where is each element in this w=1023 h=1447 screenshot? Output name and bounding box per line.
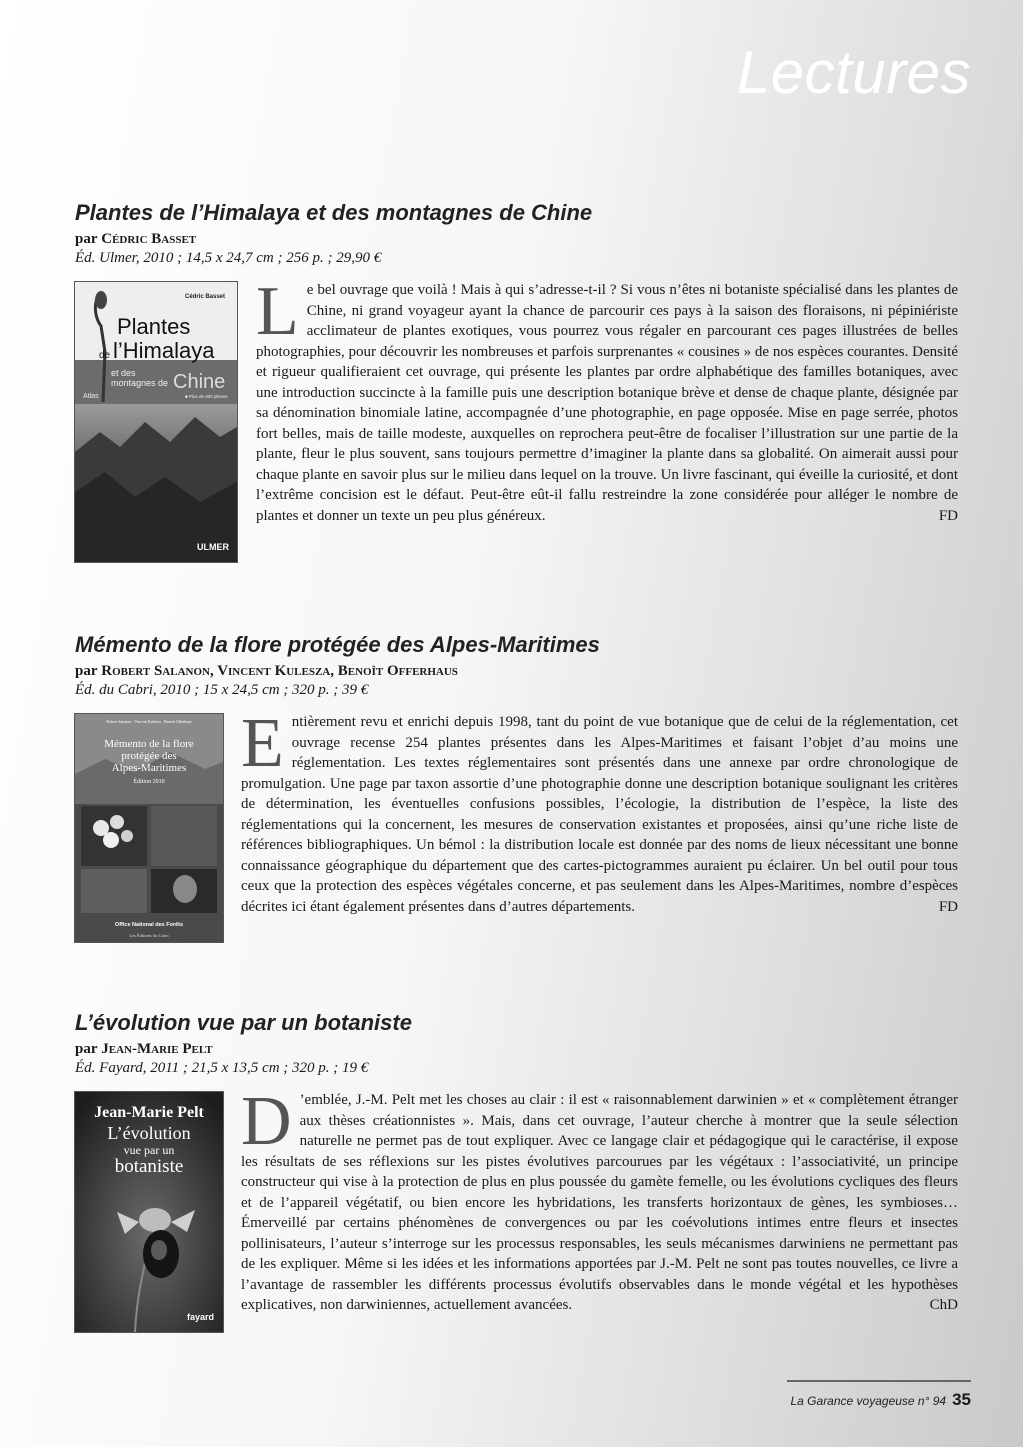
cover-office: Office National des Forêts [114, 922, 184, 928]
review-title: L’évolution vue par un botaniste [75, 1010, 412, 1035]
magazine-name: La Garance voyageuse n° 94 [790, 1394, 947, 1408]
cover-title-line1: Mémento de la flore [104, 738, 194, 750]
cover-title-line2: protégée des [121, 750, 177, 762]
cover-publisher: Les Éditions du Cabri [129, 933, 169, 938]
review-signature: ChD [929, 1297, 958, 1313]
review-memento [75, 632, 958, 938]
cover-title-line3: botaniste [114, 1156, 184, 1177]
review-byline [75, 230, 958, 249]
cover-subtitle-line2: montagnes de [111, 378, 169, 388]
cover-atlas: Atlas [83, 393, 99, 400]
review-signature: FD [938, 898, 958, 915]
review-body [241, 1083, 958, 1316]
review-byline [75, 1040, 958, 1059]
cover-title-line1: L’évolution [107, 1123, 191, 1143]
review-text: e bel ouvrage que voilà ! Mais à qui s’adresse-t-il ? Si vous n’êtes ni botaniste spécialisé dans les plantes de Chine, ni grand voyageur ayant la chance de parcourir ces pays à la saison des floraisons, ni pépiniériste acclimateur de plantes exotiques, vous pourrez vous régaler en parcourant ces pages illustrées de belles photographies, pour découvrir les nombreuses et parfois surprenantes « cousines » de nos espèces courantes. Densité et rigueur qualifieraient cet ouvrage, qui présente les plantes par ordre alphabétique des familles botaniques, avec une introduction succincte à la famille puis une description botanique brève et dense de chaque plante, désignée par sa dénomination binomiale latine, accompagnée d’une photographie, en page opposée. Mise en page serrée, photos fort belles, mais de taille modeste, auxquelles on reprochera peut-être de focaliser l’illustration sur une partie de la plante, fleur le plus souvent, sans toujours permettre d’imaginer la plante dans sa globalité. On aimerait aussi pour chaque plante en savoir plus sur le milieu dans lequel on la trouve. Un livre fascinant, qui éveille la curiosité, et dont l’extrême concision est le défaut. Peut-être eût-il fallu restreindre la zone considérée pour alléger le nombre de plantes et donner un texte un peu plus généreux. [256, 282, 958, 524]
byline-authors: Cédric Basset [101, 231, 197, 247]
review-text: ntièrement revu et enrichi depuis 1998, tant du point de vue botanique que de celui de la réglementation, cet ouvrage recense 254 plantes présentes dans les Alpes-Maritimes et faisant l’objet d’au moins une réglementation. Les textes réglementaires sont présentés dans une annexe par ordre chronologique de promulgation. Une page par taxon assortie d’une photographie donne une description botanique soulignant les critères de détermination, les éventuelles confusions possibles, l’écologie, la distribution de l’espèce, la liste des réglementations qui la concernent, les mesures de conservation existantes et proposées, ainsi qu’une riche liste de références bibliographiques. Un bémol : la distribution locale est donnée par des noms de lieux nécessitant une bonne connaissance géographique du département que des cartes-pictogrammes auraient pu éclairer. Un bel outil pour tous ceux que la protection des espèces végétales concerne, et pas seulement dans les Alpes-Maritimes, nombre d’espèces décrites ici étant également présentes dans d’autres départements. [241, 714, 958, 915]
cover-author: Jean-Marie Pelt [94, 1104, 204, 1121]
cover-edition: Édition 2010 [133, 779, 165, 785]
review-byline [75, 662, 958, 681]
byline-prefix: par [75, 1041, 98, 1057]
drop-cap: L [256, 273, 299, 350]
page-footer [787, 1380, 971, 1410]
review-text: ’emblée, J.-M. Pelt met les choses au clair : il est « raisonnablement darwinien » et « complètement étranger aux thèses créationnistes ». Mais, dans cet ouvrage, l’auteur cherche à montrer que la seule sélection naturelle ne permet pas de tout expliquer. Avec ce langage clair et pédagogique qui le caractérise, il expose les résultats de ses réflexions sur les pistes évolutives parcourues par les végétaux : l’associativité, un principe constructeur qui vise à la protection de plus en plus poussée du gamète femelle, ou les évolutions cycliques des fleurs et de l’appareil végétatif, ou bien encore les hybridations, les transferts horizontaux de gènes, les symbioses… Émerveillé par certains phénomènes de convergences ou par les coévolutions intimes entre fleurs et insectes pollinisateurs, l’auteur s’interroge sur les processus responsables, les seuls mécanismes darwiniens ne permettant pas de les expliquer. Même si les idées et les informations apportées par J.-M. Pelt ne sont pas toutes nouvelles, ce livre a l’avantage de rassembler les différents processus évolutifs observables dans le monde végétal et les hypothèses explicatives, non darwiniennes, actuellement avancées. [241, 1092, 958, 1313]
cover-title-line3: Alpes-Maritimes [111, 762, 187, 774]
review-title: Mémento de la flore protégée des Alpes-Maritimes [75, 632, 600, 657]
review-edition: Éd. du Cabri, 2010 ; 15 x 24,5 cm ; 320 p. ; 39 € [75, 682, 369, 698]
drop-cap: E [241, 705, 284, 782]
cover-subtitle-big: Chine [173, 371, 226, 393]
byline-prefix: par [75, 663, 98, 679]
cover-publisher: fayard [187, 1312, 215, 1322]
review-edition: Éd. Ulmer, 2010 ; 14,5 x 24,7 cm ; 256 p. ; 29,90 € [75, 250, 382, 266]
cover-subtitle-small: et des [111, 368, 136, 378]
section-title: Lectures [736, 39, 971, 106]
cover-title-line2: l’Himalaya [113, 338, 215, 363]
cover-authors: Robert Salanon · Vincent Kulesza · Benoît Offerhaus [106, 719, 192, 724]
drop-cap: D [241, 1083, 292, 1160]
review-title: Plantes de l’Himalaya et des montagnes de Chine [75, 200, 593, 225]
review-signature: FD [938, 507, 958, 524]
cover-title-de: de [99, 350, 111, 361]
review-body [256, 273, 958, 526]
byline-prefix: par [75, 231, 98, 247]
cover-title-line2: vue par un [123, 1143, 175, 1157]
cover-title-line1: Plantes [117, 314, 191, 339]
byline-authors: Jean-Marie Pelt [101, 1041, 213, 1057]
review-evolution [75, 1010, 958, 1322]
book-cover-evolution [75, 1092, 223, 1332]
book-cover-memento [75, 714, 223, 942]
review-body [241, 705, 958, 917]
byline-authors: Robert Salanon, Vincent Kulesza, Benoît Offerhaus [101, 663, 458, 679]
review-edition: Éd. Fayard, 2011 ; 21,5 x 13,5 cm ; 320 p. ; 19 € [75, 1060, 369, 1076]
review-himalaya [75, 200, 958, 552]
book-cover-himalaya [75, 282, 237, 562]
cover-author: Cédric Basset [185, 294, 226, 300]
cover-photos: ■ Plus de 800 photos [185, 394, 228, 399]
cover-publisher: ULMER [197, 542, 229, 552]
page-number: 35 [952, 1390, 971, 1409]
